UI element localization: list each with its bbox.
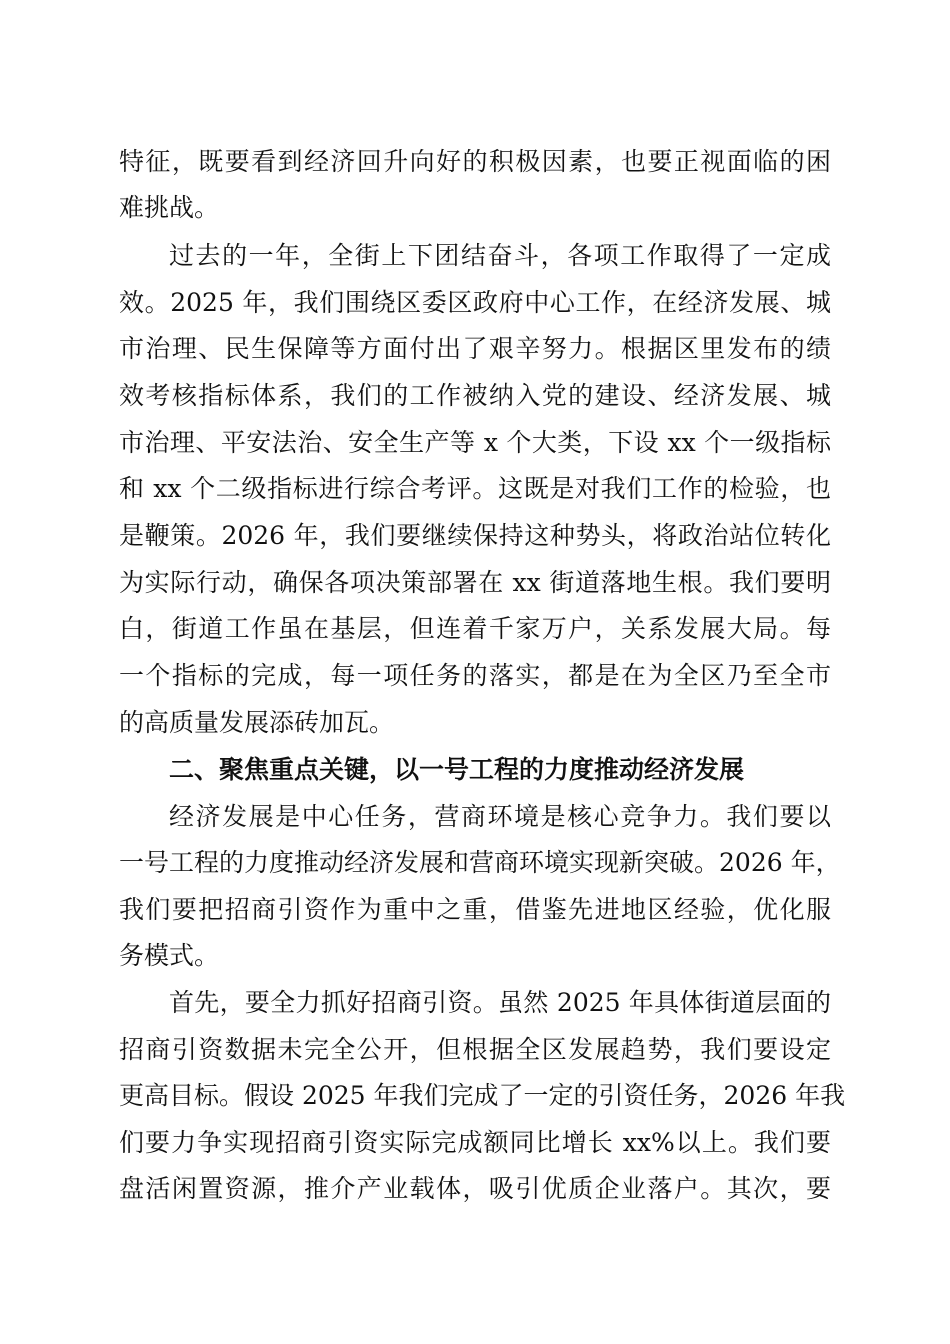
text-line: 盘活闲置资源，推介产业载体，吸引优质企业落户。其次，要 xyxy=(119,1174,831,1203)
text-line: 们要力争实现招商引资实际完成额同比增长 xx%以上。我们要 xyxy=(119,1128,831,1157)
text-line: 一个指标的完成，每一项任务的落实，都是在为全区乃至全市 xyxy=(119,661,831,690)
text-line: 是鞭策。2026 年，我们要继续保持这种势头，将政治站位转化 xyxy=(119,521,831,550)
text-line: 过去的一年，全街上下团结奋斗，各项工作取得了一定成 xyxy=(169,241,831,270)
text-line: 为实际行动，确保各项决策部署在 xx 街道落地生根。我们要明 xyxy=(119,568,831,597)
text-line: 难挑战。 xyxy=(119,193,220,222)
text-line: 特征，既要看到经济回升向好的积极因素，也要正视面临的困 xyxy=(119,147,831,176)
text-line: 我们要把招商引资作为重中之重，借鉴先进地区经验，优化服 xyxy=(119,895,831,924)
text-line: 首先，要全力抓好招商引资。虽然 2025 年具体街道层面的 xyxy=(169,988,831,1017)
text-line: 市治理、平安法治、安全生产等 x 个大类，下设 xx 个一级指标 xyxy=(119,428,831,457)
text-line: 和 xx 个二级指标进行综合考评。这既是对我们工作的检验，也 xyxy=(119,474,831,503)
text-line: 更高目标。假设 2025 年我们完成了一定的引资任务，2026 年我 xyxy=(119,1081,846,1110)
text-line: 市治理、民生保障等方面付出了艰辛努力。根据区里发布的绩 xyxy=(119,334,831,363)
text-line: 招商引资数据未完全公开，但根据全区发展趋势，我们要设定 xyxy=(119,1035,831,1064)
text-line: 经济发展是中心任务，营商环境是核心竞争力。我们要以 xyxy=(169,802,831,831)
text-line: 务模式。 xyxy=(119,941,220,970)
text-line: 效。2025 年，我们围绕区委区政府中心工作，在经济发展、城 xyxy=(119,288,831,317)
section-heading: 二、聚焦重点关键，以一号工程的力度推动经济发展 xyxy=(169,755,745,784)
text-line: 白，街道工作虽在基层，但连着千家万户，关系发展大局。每 xyxy=(119,614,831,643)
text-line: 的高质量发展添砖加瓦。 xyxy=(119,708,395,737)
text-line: 效考核指标体系，我们的工作被纳入党的建设、经济发展、城 xyxy=(119,381,831,410)
text-line: 一号工程的力度推动经济发展和营商环境实现新突破。2026 年， xyxy=(119,848,841,877)
